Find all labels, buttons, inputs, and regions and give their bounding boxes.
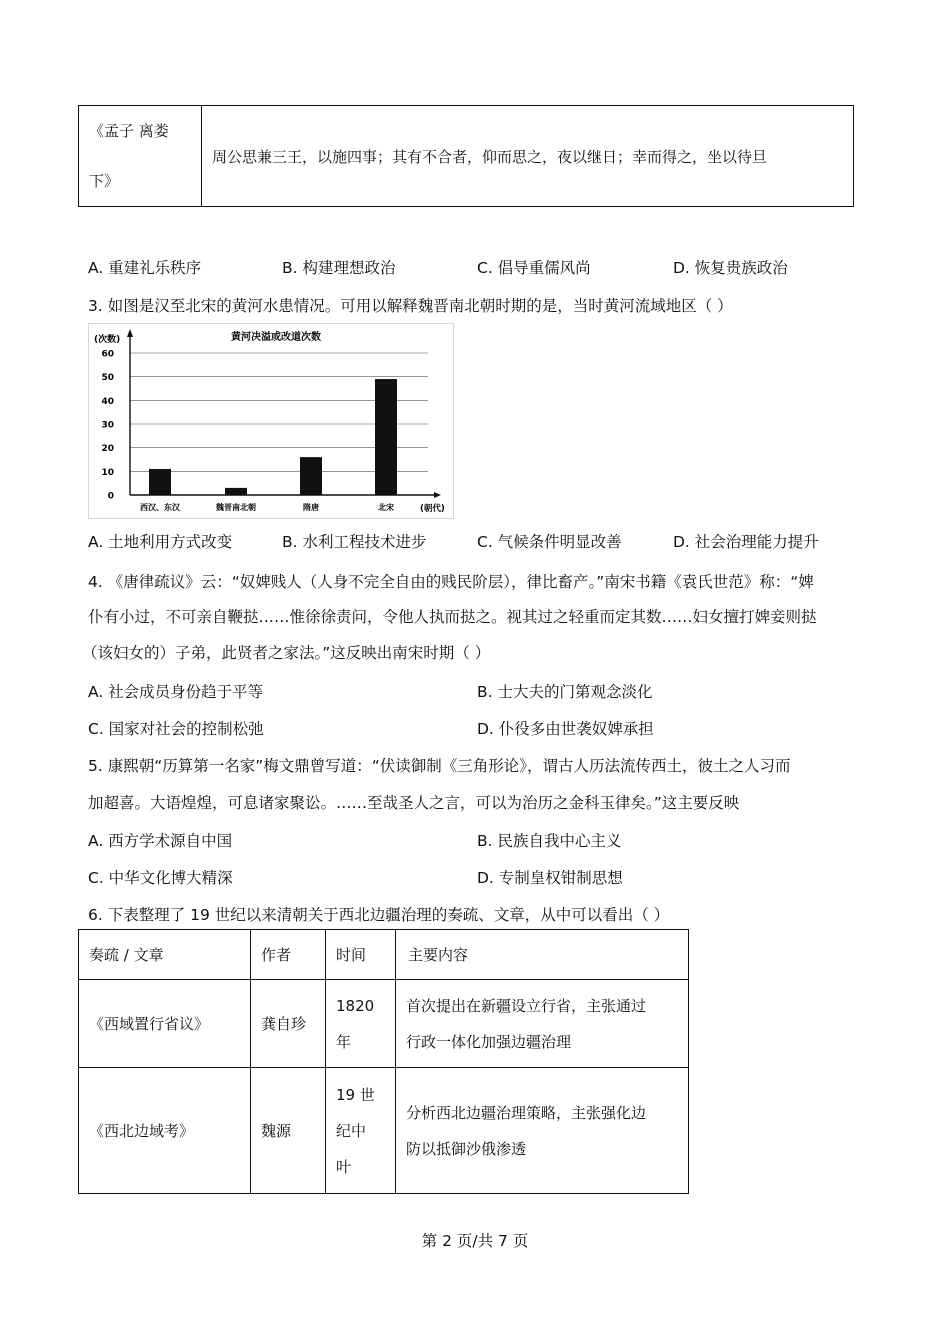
q3-option-b[interactable]: B. 水利工程技术进步 — [282, 533, 427, 551]
q2-option-a[interactable]: A. 重建礼乐秩序 — [88, 259, 202, 277]
q6-row1-time: 1820 年 — [326, 980, 396, 1068]
q5-option-a[interactable]: A. 西方学术源自中国 — [88, 832, 233, 850]
chart-ytick-label: 60 — [101, 349, 114, 360]
q5-line-2: 加超喜。大语煌煌，可息诸家聚讼。……至哉圣人之言，可以为治历之金科玉律矣。”这主要反映 — [88, 794, 740, 812]
chart-svg — [88, 323, 454, 519]
q6-header-time: 时间 — [326, 930, 396, 980]
q2-option-b[interactable]: B. 构建理想政治 — [282, 259, 396, 277]
q2-option-d[interactable]: D. 恢复贵族政治 — [673, 259, 788, 277]
q6-table — [78, 929, 689, 1194]
q6-row2-time: 19 世 纪中 叶 — [326, 1068, 396, 1194]
q6-row1-content: 首次提出在新疆设立行省，主张通过 行政一体化加强边疆治理 — [396, 980, 689, 1068]
q4-option-a[interactable]: A. 社会成员身份趋于平等 — [88, 683, 264, 701]
top-quote-table — [78, 105, 854, 207]
q6-header-title: 奏疏 / 文章 — [79, 930, 251, 980]
q3-option-c[interactable]: C. 气候条件明显改善 — [477, 533, 622, 551]
q3-stem: 3. 如图是汉至北宋的黄河水患情况。可用以解释魏晋南北朝时期的是，当时黄河流域地区（ ） — [88, 297, 733, 315]
chart-ytick-label: 50 — [101, 373, 114, 384]
q5-line-1: 5. 康熙朝“历算第一名家”梅文鼎曾写道：“伏读御制《三角形论》，谓古人历法流传西土，彼土之人习而 — [88, 757, 791, 775]
chart-bar-1 — [149, 469, 171, 495]
q6-row2-content: 分析西北边疆治理策略，主张强化边 防以抵御沙俄渗透 — [396, 1068, 689, 1194]
chart-ytick-label: 0 — [107, 491, 114, 502]
q4-option-b[interactable]: B. 士大夫的门第观念淡化 — [477, 683, 653, 701]
page-footer: 第 2 页/共 7 页 — [421, 1232, 529, 1250]
chart-ylabel: (次数) — [94, 335, 121, 345]
chart-xtick-label: 魏晋南北朝 — [216, 503, 256, 512]
q5-option-d[interactable]: D. 专制皇权钳制思想 — [477, 869, 623, 887]
chart-ytick-label: 20 — [101, 444, 114, 455]
chart-x-arrow — [434, 492, 441, 498]
top-table-source-line2: 下》 — [89, 172, 120, 190]
q4-option-c[interactable]: C. 国家对社会的控制松弛 — [88, 720, 264, 738]
chart-bar-3 — [300, 457, 322, 495]
chart-y-arrow — [127, 329, 133, 337]
top-table-source-line1: 《孟子 离娄 — [89, 122, 169, 140]
q4-line-3: （该妇女的）子弟，此贤者之家法。”这反映出南宋时期（ ） — [82, 644, 491, 662]
chart-xtick-label: 北宋 — [378, 503, 394, 512]
q3-option-d[interactable]: D. 社会治理能力提升 — [673, 533, 819, 551]
q5-option-b[interactable]: B. 民族自我中心主义 — [477, 832, 622, 850]
q6-row1-title: 《西域置行省议》 — [79, 980, 251, 1068]
chart-bar-2 — [225, 488, 247, 495]
q6-row1-author: 龚自珍 — [251, 980, 326, 1068]
q5-option-c[interactable]: C. 中华文化博大精深 — [88, 869, 233, 887]
q6-row2-title: 《西北边域考》 — [79, 1068, 251, 1194]
q6-stem: 6. 下表整理了 19 世纪以来清朝关于西北边疆治理的奏疏、文章，从中可以看出（ ） — [88, 906, 670, 924]
top-table-content-cell — [202, 106, 854, 207]
q2-option-c[interactable]: C. 倡导重儒风尚 — [477, 259, 591, 277]
chart-title: 黄河决溢或改道次数 — [231, 332, 321, 343]
q4-line-1: 4. 《唐律疏议》云：“奴婢贱人（人身不完全自由的贱民阶层），律比畜产。”南宋书籍《袁氏世范》称：“婢 — [88, 573, 814, 591]
chart-bar-4 — [375, 379, 397, 495]
top-table-source-cell — [79, 106, 202, 207]
chart-xtick-label: 西汉、东汉 — [140, 503, 180, 512]
chart-xtick-label: 隋唐 — [303, 503, 319, 512]
table-row — [79, 1068, 689, 1194]
chart-ytick-label: 40 — [101, 396, 114, 407]
top-table-content: 周公思兼三王，以施四事；其有不合者，仰而思之，夜以继日；幸而得之，坐以待旦 — [212, 147, 768, 166]
q3-option-a[interactable]: A. 土地利用方式改变 — [88, 533, 233, 551]
chart-ytick-label: 30 — [101, 420, 114, 431]
table-row — [79, 980, 689, 1068]
q4-line-2: 仆有小过，不可亲自鞭挞……惟徐徐责问，令他人执而挞之。视其过之轻重而定其数……妇女擅打婢妾则挞 — [88, 608, 817, 626]
chart-ytick-label: 10 — [101, 467, 114, 478]
yellow-river-chart — [88, 323, 454, 519]
chart-xlabel: (朝代) — [420, 504, 445, 514]
q6-header-author: 作者 — [251, 930, 326, 980]
q4-option-d[interactable]: D. 仆役多由世袭奴婢承担 — [477, 720, 654, 738]
q6-row2-author: 魏源 — [251, 1068, 326, 1194]
q6-header-content: 主要内容 — [396, 930, 689, 980]
